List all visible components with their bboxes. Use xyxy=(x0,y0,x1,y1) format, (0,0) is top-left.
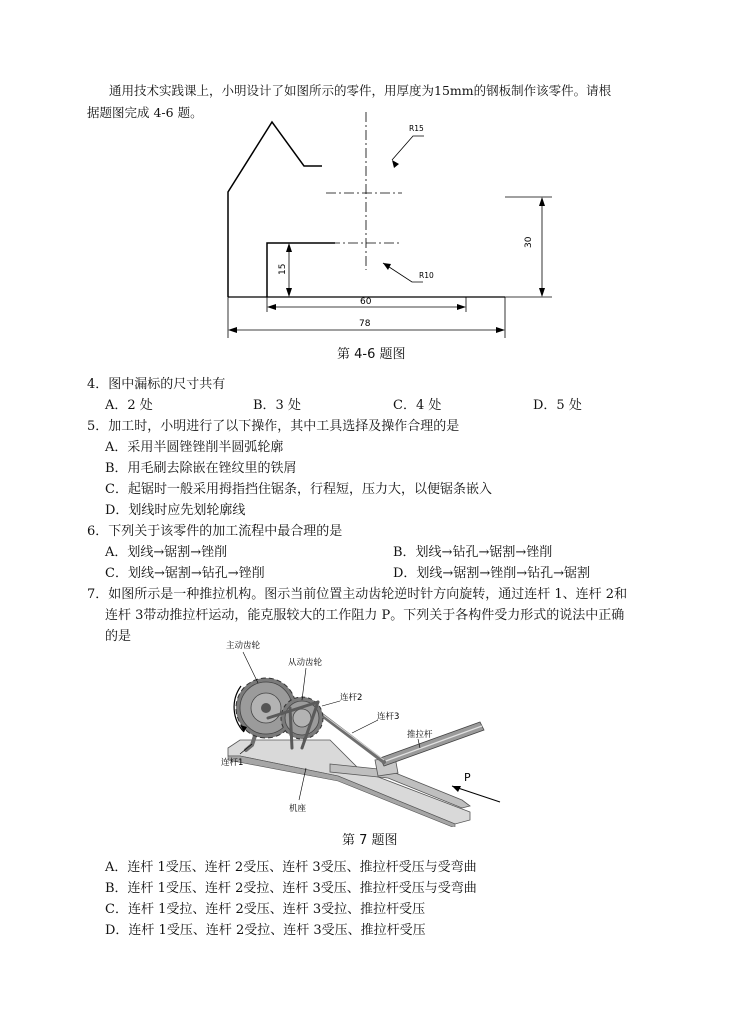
label-link-1: 连杆1 xyxy=(221,758,244,768)
q5-option-a: A．采用半圆锉锉削半圆弧轮廓 xyxy=(105,440,284,455)
question-7-stem-line-1: 7．如图所示是一种推拉机构。图示当前位置主动齿轮逆时针方向旋转，通过连杆 1、连杆 2和 xyxy=(87,587,628,602)
q5-option-d: D．划线时应先划轮廓线 xyxy=(105,503,246,518)
dim-15: 15 xyxy=(278,263,288,275)
intro-line-1: 通用技术实践课上，小明设计了如图所示的零件，用厚度为15mm的钢板制作该零件。请根 xyxy=(109,83,612,98)
q4-option-c: C．4 处 xyxy=(393,398,442,413)
question-6-stem: 6．下列关于该零件的加工流程中最合理的是 xyxy=(87,524,343,539)
q4-option-b: B．3 处 xyxy=(253,398,301,413)
q7-option-c: C．连杆 1受拉、连杆 2受压、连杆 3受拉、推拉杆受压 xyxy=(105,902,426,917)
q6-option-d: D．划线→锯割→锉削→钻孔→锯割 xyxy=(393,566,590,581)
question-7-stem-line-2: 连杆 3带动推拉杆运动，能克服较大的工作阻力 P。下列关于各构件受力形式的说法中正确 xyxy=(105,608,625,623)
q4-option-a: A．2 处 xyxy=(105,398,153,413)
q4-option-d: D．5 处 xyxy=(533,398,582,413)
q7-option-b: B．连杆 1受压、连杆 2受拉、连杆 3受压、推拉杆受压与受弯曲 xyxy=(105,881,477,896)
label-link-2: 连杆2 xyxy=(340,693,363,703)
label-push-rod: 推拉杆 xyxy=(407,730,433,740)
base-plate xyxy=(228,740,470,827)
q7-option-a: A．连杆 1受压、连杆 2受压、连杆 3受压、推拉杆受压与受弯曲 xyxy=(105,860,477,875)
q6-option-a: A．划线→锯割→锉削 xyxy=(105,545,228,560)
label-link-3: 连杆3 xyxy=(377,712,400,722)
dim-60: 60 xyxy=(360,297,372,307)
figure-caption-4-6: 第 4-6 题图 xyxy=(337,347,406,362)
dim-30: 30 xyxy=(524,236,534,248)
dim-78: 78 xyxy=(359,319,371,329)
intro-line-2: 据题图完成 4-6 题。 xyxy=(87,105,203,120)
label-driven-gear: 从动齿轮 xyxy=(288,658,323,668)
outer-contour xyxy=(228,122,322,297)
dim-r10: R10 xyxy=(419,271,434,280)
part-drawing xyxy=(215,108,555,340)
label-base: 机座 xyxy=(289,804,307,814)
label-force-p: P xyxy=(464,771,471,784)
q6-option-b: B．划线→钻孔→锯割→锉削 xyxy=(393,545,553,560)
q5-option-c: C．起锯时一般采用拇指挡住锯条，行程短，压力大，以便锯条嵌入 xyxy=(105,482,492,497)
mechanism-figure xyxy=(218,632,518,827)
figure-caption-7: 第 7 题图 xyxy=(342,833,398,848)
q6-option-c: C．划线→锯割→钻孔→锉削 xyxy=(105,566,265,581)
question-5-stem: 5．加工时，小明进行了以下操作，其中工具选择及操作合理的是 xyxy=(87,419,460,434)
label-drive-gear: 主动齿轮 xyxy=(226,641,261,651)
question-7-stem-line-3: 的是 xyxy=(105,629,132,644)
q7-option-d: D．连杆 1受压、连杆 2受拉、连杆 3受压、推拉杆受压 xyxy=(105,923,426,938)
question-4-stem: 4．图中漏标的尺寸共有 xyxy=(87,377,226,392)
push-rod xyxy=(380,722,484,766)
dim-r15: R15 xyxy=(409,124,424,133)
q5-option-b: B．用毛刷去除嵌在锉纹里的铁屑 xyxy=(105,461,297,476)
